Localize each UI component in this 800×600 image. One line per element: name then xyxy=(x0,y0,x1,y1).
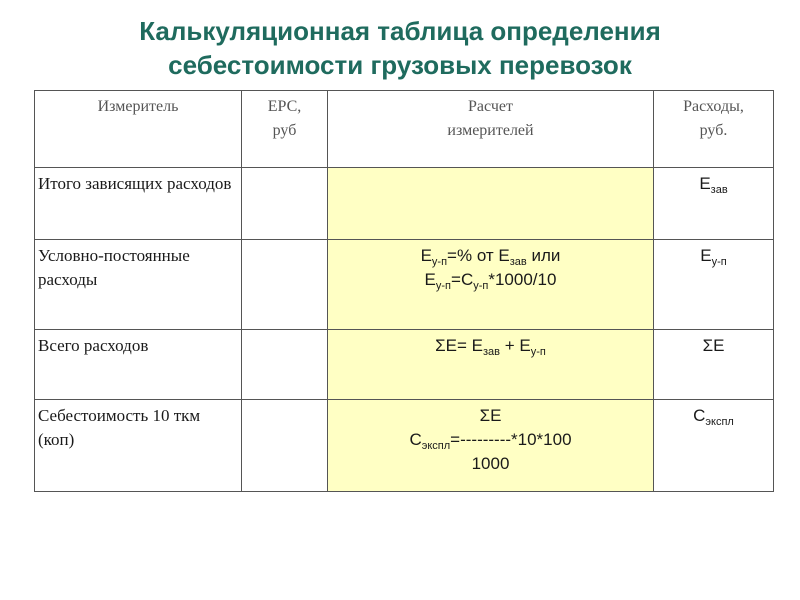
calculation-cell xyxy=(328,240,654,330)
table-row xyxy=(35,330,774,400)
expenses-cell: $С_{экспл}$ xyxy=(654,400,774,492)
slide-title-line-2: себестоимости грузовых перевозок xyxy=(168,50,632,80)
table-row xyxy=(35,168,774,240)
table-row xyxy=(35,240,774,330)
table-header-row xyxy=(35,91,774,168)
epc-cell xyxy=(242,330,328,400)
slide-title-line-1: Калькуляционная таблица определения xyxy=(139,16,661,46)
calculation-cell xyxy=(328,330,654,400)
expenses-cell: $Е_{у-п}$ xyxy=(654,240,774,330)
formula-line: $Е_{у-п}=С_{у-п}*1000/10$ xyxy=(424,270,557,292)
epc-cell xyxy=(242,400,328,492)
row-label: Условно-постоянные расходы xyxy=(35,240,242,330)
expenses-cell: $Е_{зав}$ xyxy=(654,168,774,240)
header-expenses: Расходы, руб. xyxy=(654,91,774,168)
row-label: Итого зависящих расходов xyxy=(35,168,242,240)
epc-cell xyxy=(242,240,328,330)
calculation-table xyxy=(34,90,774,492)
header-calculation: Расчет измерителей xyxy=(328,91,654,168)
row-label: Всего расходов xyxy=(35,330,242,400)
slide-title xyxy=(0,14,800,82)
epc-cell xyxy=(242,168,328,240)
formula-numerator: ΣЕ xyxy=(479,406,502,425)
header-measure: Измеритель xyxy=(35,91,242,168)
table-row xyxy=(35,400,774,492)
formula-line: $С_{экспл}=---------*10*100$ xyxy=(409,430,572,452)
expenses-cell: ΣЕ xyxy=(654,330,774,400)
formula-line: $Е_{у-п}=\%$ от $Е_{зав}$ или xyxy=(420,246,561,268)
calculation-cell xyxy=(328,168,654,240)
formula-denominator: 1000 xyxy=(471,454,510,473)
header-epc: ЕРС, руб xyxy=(242,91,328,168)
calculation-cell xyxy=(328,400,654,492)
row-label: Себестоимость 10 ткм (коп) xyxy=(35,400,242,492)
formula-line: $\Sigma Е= Е_{зав} + Е_{у-п}$ xyxy=(435,336,546,358)
